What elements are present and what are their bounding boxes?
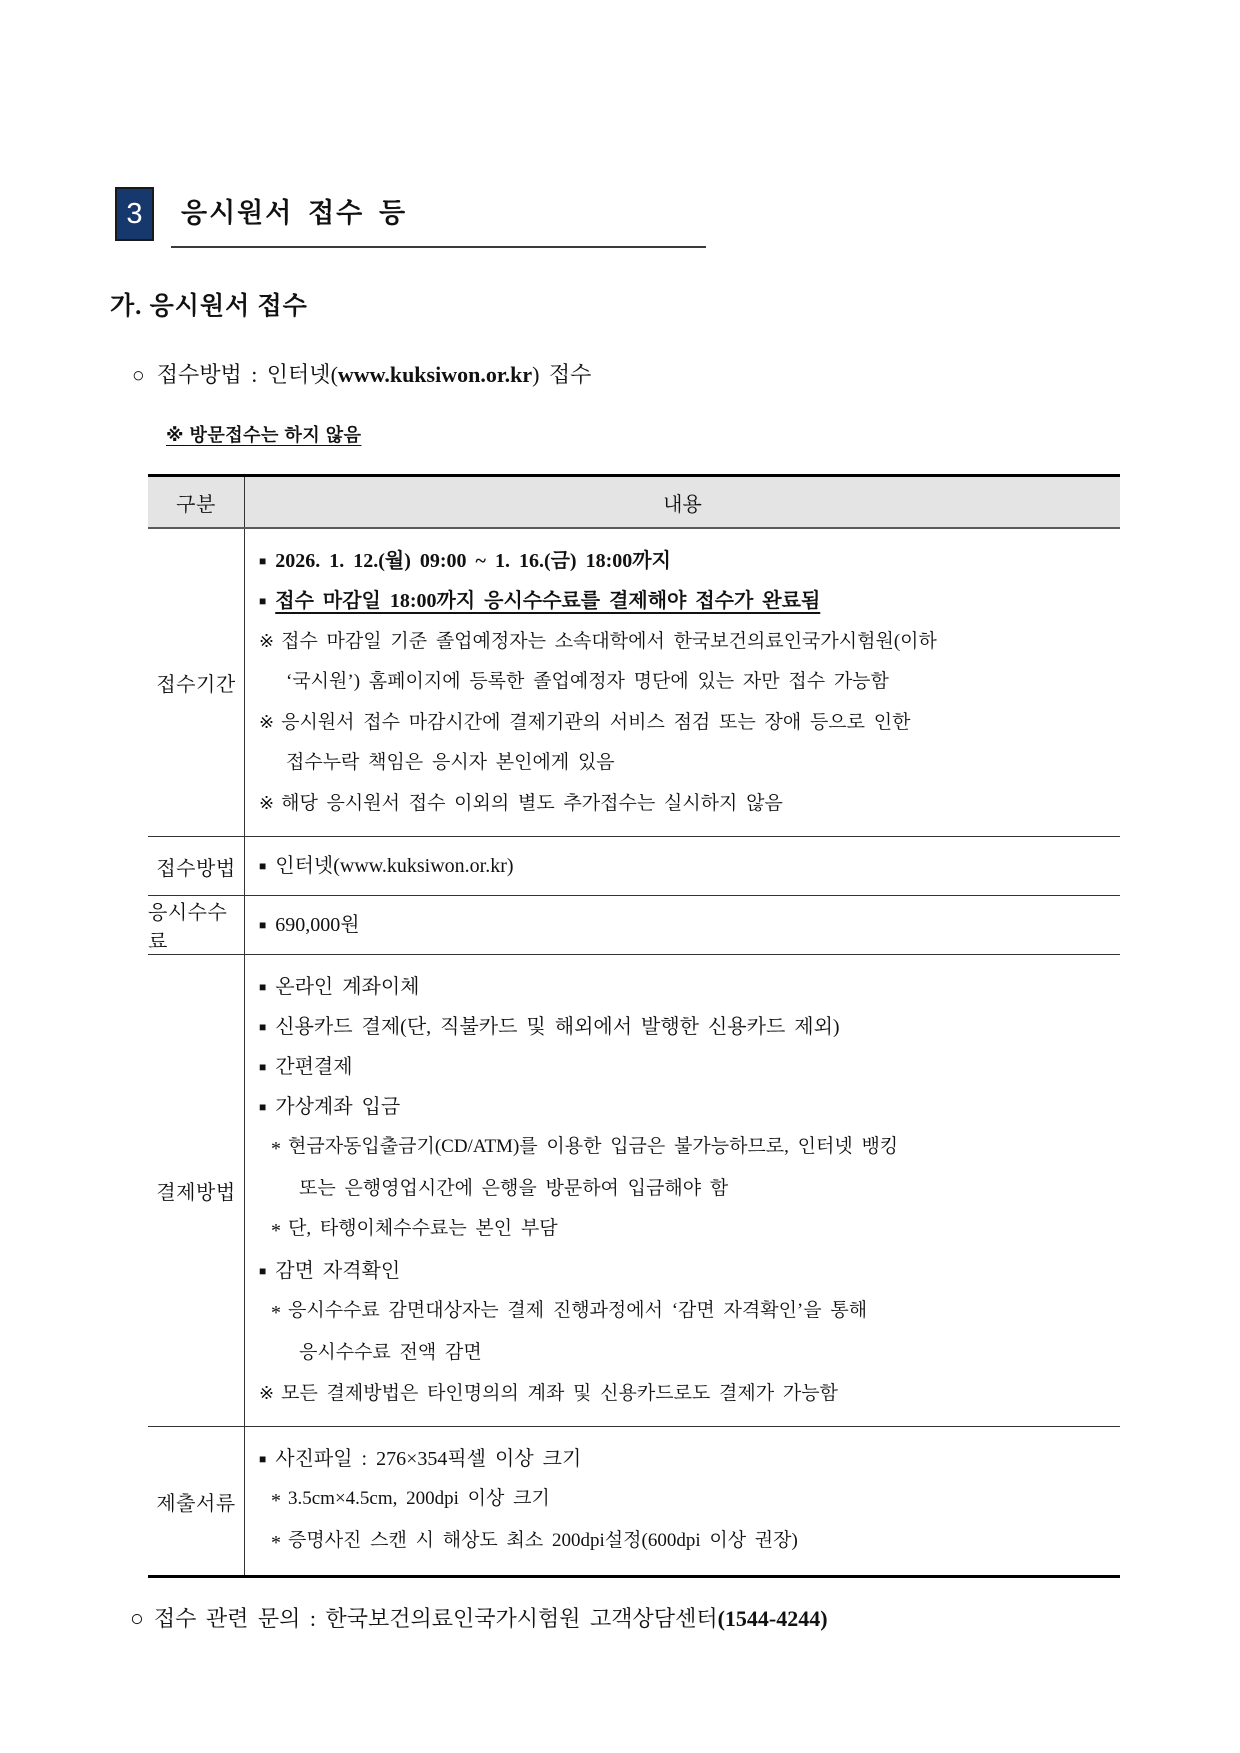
asterisk-icon: *	[271, 1490, 281, 1512]
row-label: 제출서류	[148, 1427, 245, 1575]
method-suffix: ) 접수	[532, 362, 592, 387]
section-header	[110, 187, 1240, 248]
row-label: 접수방법	[148, 837, 245, 895]
line-text: 단, 타행이체수수료는 본인 부담	[288, 1218, 558, 1239]
line-text: 증명사진 스캔 시 해상도 최소 200dpi설정(600dpi 이상 권장)	[288, 1530, 798, 1551]
square-bullet-icon: ■	[259, 594, 267, 608]
row-label: 결제방법	[148, 955, 245, 1426]
square-bullet-icon: ■	[259, 980, 267, 994]
line-text: 접수 마감일 기준 졸업예정자는 소속대학에서 한국보건의료인국가시험원(이하	[281, 631, 937, 652]
square-bullet-icon: ■	[259, 554, 267, 568]
content-line	[259, 967, 1114, 1007]
table-row	[148, 896, 1120, 955]
table-row	[148, 955, 1120, 1427]
content-line	[259, 1007, 1114, 1047]
content-line	[259, 1439, 1114, 1479]
line-text: 접수 마감일 18:00까지 응시수수료를 결제해야 접수가 완료됨	[275, 590, 821, 612]
reference-mark-icon: ※	[259, 631, 275, 651]
content-line	[259, 1373, 1114, 1414]
table-row	[148, 529, 1120, 837]
line-text: 신용카드 결제(단, 직불카드 및 해외에서 발행한 신용카드 제외)	[275, 1016, 840, 1038]
content-line	[259, 1251, 1114, 1291]
square-bullet-icon: ■	[259, 1452, 267, 1466]
line-text: 현금자동입출금기(CD/ATM)를 이용한 입금은 불가능하므로, 인터넷 뱅킹	[288, 1136, 899, 1157]
line-text: 응시수수료 감면대상자는 결제 진행과정에서 ‘감면 자격확인’을 통해	[288, 1300, 868, 1321]
row-content	[245, 955, 1120, 1426]
content-line	[259, 1479, 1114, 1521]
square-bullet-icon: ■	[259, 1020, 267, 1034]
square-bullet-icon: ■	[259, 1100, 267, 1114]
square-bullet-icon: ■	[259, 918, 267, 932]
content-line	[259, 1087, 1114, 1127]
asterisk-icon: *	[271, 1138, 281, 1160]
line-text: 또는 은행영업시간에 은행을 방문하여 입금해야 함	[299, 1178, 729, 1199]
content-line	[259, 1169, 1114, 1209]
content-line	[259, 662, 1114, 702]
content-line	[259, 1047, 1114, 1087]
method-line	[132, 358, 1240, 389]
row-content	[245, 896, 1120, 954]
line-text: 해당 응시원서 접수 이외의 별도 추가접수는 실시하지 않음	[281, 793, 783, 814]
reference-mark-icon: ※	[259, 1383, 275, 1403]
square-bullet-icon: ■	[259, 1264, 267, 1278]
content-line	[259, 581, 1114, 621]
line-text: 접수누락 책임은 응시자 본인에게 있음	[286, 752, 615, 773]
content-line	[259, 621, 1114, 662]
content-line	[259, 743, 1114, 783]
application-table	[148, 474, 1120, 1578]
table-header-gubun: 구분	[148, 477, 245, 527]
row-label: 응시수수료	[148, 896, 245, 954]
line-text: 인터넷(www.kuksiwon.or.kr)	[275, 855, 514, 877]
asterisk-icon: *	[271, 1220, 281, 1242]
content-line	[259, 783, 1114, 824]
line-text: 감면 자격확인	[275, 1260, 401, 1282]
line-text: 간편결제	[275, 1056, 353, 1078]
row-content	[245, 837, 1120, 895]
table-header-naeyong: 내용	[663, 493, 702, 516]
square-bullet-icon: ■	[259, 859, 267, 873]
table-header-row	[148, 477, 1120, 529]
content-line	[259, 1291, 1114, 1333]
content-line	[259, 1209, 1114, 1251]
reference-mark-icon: ※	[259, 712, 275, 732]
section-number-badge: 3	[115, 187, 154, 241]
line-text: 사진파일 : 276×354픽셀 이상 크기	[275, 1448, 582, 1470]
asterisk-icon: *	[271, 1532, 281, 1554]
contact-line	[130, 1602, 1240, 1633]
method-url: www.kuksiwon.or.kr	[337, 362, 533, 387]
table-body	[148, 529, 1120, 1575]
content-line	[259, 1521, 1114, 1563]
line-text: 가상계좌 입금	[275, 1096, 401, 1118]
row-content	[245, 1427, 1120, 1575]
content-line	[259, 905, 1114, 945]
line-text: 응시원서 접수 마감시간에 결제기관의 서비스 점검 또는 장애 등으로 인한	[281, 712, 911, 733]
visit-note: ※ 방문접수는 하지 않음	[166, 425, 362, 445]
circle-bullet-icon: ○	[132, 363, 145, 387]
square-bullet-icon: ■	[259, 1060, 267, 1074]
section-title: 응시원서 접수 등	[181, 198, 408, 228]
method-prefix: 접수방법 : 인터넷(	[156, 362, 338, 387]
content-line	[259, 1127, 1114, 1169]
asterisk-icon: *	[271, 1302, 281, 1324]
circle-bullet-icon: ○	[130, 1606, 144, 1631]
table-row	[148, 837, 1120, 896]
line-text: 2026. 1. 12.(월) 09:00 ~ 1. 16.(금) 18:00까지	[275, 550, 671, 572]
row-label: 접수기간	[148, 529, 245, 836]
contact-phone: (1544-4244)	[717, 1606, 828, 1631]
content-line	[259, 541, 1114, 581]
content-line	[259, 846, 1114, 886]
content-line	[259, 702, 1114, 743]
line-text: 응시수수료 전액 감면	[299, 1342, 482, 1363]
line-text: 3.5cm×4.5cm, 200dpi 이상 크기	[288, 1488, 550, 1509]
row-content	[245, 529, 1120, 836]
reference-mark-icon: ※	[259, 793, 275, 813]
line-text: 690,000원	[275, 914, 360, 936]
line-text: 모든 결제방법은 타인명의의 계좌 및 신용카드로도 결제가 가능함	[281, 1383, 838, 1404]
subsection-heading: 가. 응시원서 접수	[110, 293, 308, 320]
content-line	[259, 1333, 1114, 1373]
contact-text: 접수 관련 문의 : 한국보건의료인국가시험원 고객상담센터	[153, 1606, 718, 1631]
line-text: 온라인 계좌이체	[275, 976, 420, 998]
table-row	[148, 1427, 1120, 1575]
line-text: ‘국시원’) 홈페이지에 등록한 졸업예정자 명단에 있는 자만 접수 가능함	[286, 671, 889, 692]
section-title-underline	[171, 187, 706, 248]
